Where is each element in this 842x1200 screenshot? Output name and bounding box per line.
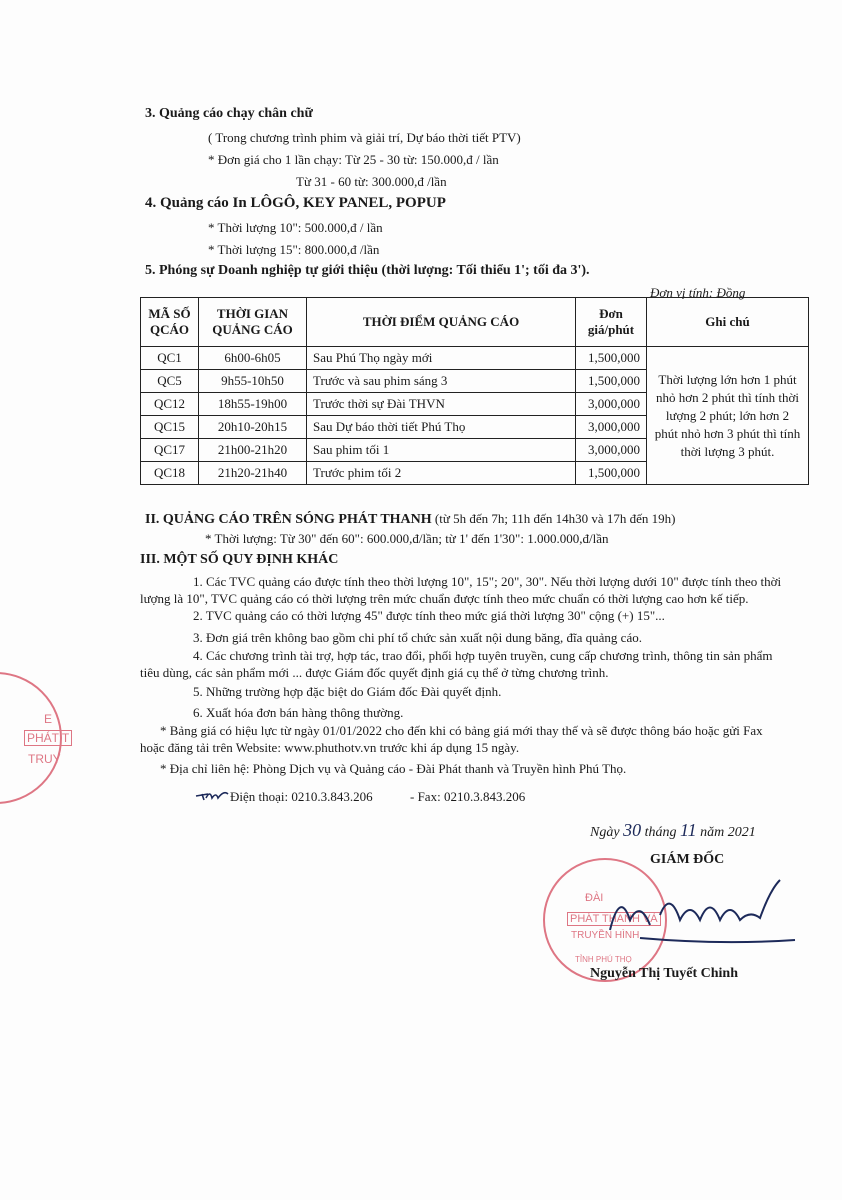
cell: 9h55-10h50 <box>199 370 307 393</box>
cell: QC5 <box>141 370 199 393</box>
table-header <box>141 298 809 347</box>
cell: 21h20-21h40 <box>199 462 307 485</box>
month-label: tháng <box>644 825 677 840</box>
radio-line: * Thời lượng: Từ 30" đến 60": 600.000,đ/lần; từ 1' đến 1'30": 1.000.000,đ/lần <box>205 531 609 546</box>
date-prefix: Ngày <box>590 825 620 840</box>
section5-title: 5. Phóng sự Doanh nghiệp tự giới thiệu (thời lượng: Tối thiểu 1'; tối đa 3'). <box>145 263 590 278</box>
rule-1: 1. Các TVC quảng cáo được tính theo thời lượng 10", 15"; 20", 30". Nếu thời lượng dưới 10" được tính theo thời <box>193 574 782 589</box>
cell: 3,000,000 <box>576 416 647 439</box>
cell: Trước thời sự Đài THVN <box>307 393 576 416</box>
cell: 1,500,000 <box>576 347 647 370</box>
stamp-line: PHÁT T <box>24 730 72 746</box>
section3-sub: ( Trong chương trình phim và giải trí, Dự báo thời tiết PTV) <box>208 130 521 145</box>
cell: 3,000,000 <box>576 393 647 416</box>
note-cell: Thời lượng lớn hơn 1 phút nhỏ hơn 2 phút thì tính thời lượng 2 phút; lớn hơn 2 phút nhỏ hơn 3 phút thì tính thời lượng 3 phút. <box>647 347 809 485</box>
cell: 20h10-20h15 <box>199 416 307 439</box>
signer-name: Nguyễn Thị Tuyết Chinh <box>590 966 738 981</box>
cell: 1,500,000 <box>576 462 647 485</box>
rule-4-cont: tiêu dùng, các sản phẩm mới ... được Giám đốc quyết định giá cụ thể ở từng chương trình. <box>140 665 609 680</box>
cell: 1,500,000 <box>576 370 647 393</box>
rules-title: III. MỘT SỐ QUY ĐỊNH KHÁC <box>140 552 339 567</box>
director-signature-icon <box>600 870 800 950</box>
cell: QC1 <box>141 347 199 370</box>
phone: Điện thoại: 0210.3.843.206 <box>230 789 373 804</box>
cell: QC18 <box>141 462 199 485</box>
stamp-line: PHÁT THANH VÀ <box>567 912 661 926</box>
cell: Sau phim tối 1 <box>307 439 576 462</box>
section3-line2: Từ 31 - 60 từ: 300.000,đ /lần <box>296 174 447 189</box>
contact-address: * Địa chỉ liên hệ: Phòng Dịch vụ và Quảng cáo - Đài Phát thanh và Truyền hình Phú Thọ. <box>160 761 627 776</box>
validity-cont: hoặc đăng tải trên Website: www.phuthotv.vn trước khi áp dụng 15 ngày. <box>140 740 520 755</box>
stamp-line: TỈNH PHÚ THỌ <box>575 955 632 964</box>
cell: QC12 <box>141 393 199 416</box>
radio-time: (từ 5h đến 7h; 11h đến 14h30 và 17h đến 19h) <box>434 511 676 526</box>
section4-title: 4. Quảng cáo In LÔGÔ, KEY PANEL, POPUP <box>145 195 446 211</box>
cell: 6h00-6h05 <box>199 347 307 370</box>
rule-4: 4. Các chương trình tài trợ, hợp tác, trao đổi, phối hợp tuyên truyền, cung cấp chương trình, thông tin sản phẩm <box>193 648 773 663</box>
section3-title: 3. Quảng cáo chạy chân chữ <box>145 106 313 121</box>
rule-5: 5. Những trường hợp đặc biệt do Giám đốc Đài quyết định. <box>193 684 502 699</box>
cell: 3,000,000 <box>576 439 647 462</box>
table-row <box>141 347 809 370</box>
header-note: Ghi chú <box>647 298 809 347</box>
rule-1-cont: lượng là 10", TVC quảng cáo có thời lượng trên mức chuẩn được tính theo mức chuẩn có thời lượng cao hơn kế tiếp. <box>140 591 749 606</box>
stamp-line: E <box>44 712 53 726</box>
section4-line1: * Thời lượng 10": 500.000,đ / lần <box>208 220 383 235</box>
rule-2: 2. TVC quảng cáo có thời lượng 45" được tính theo mức giá thời lượng 30" cộng (+) 15"... <box>193 608 665 623</box>
header-time: THỜI GIAN QUẢNG CÁO <box>199 298 307 347</box>
fax: - Fax: 0210.3.843.206 <box>410 789 526 804</box>
cell: Trước và sau phim sáng 3 <box>307 370 576 393</box>
header-code: MÃ SỐ QCÁO <box>141 298 199 347</box>
radio-heading <box>145 511 675 528</box>
cell: Sau Dự báo thời tiết Phú Thọ <box>307 416 576 439</box>
validity: * Bảng giá có hiệu lực từ ngày 01/01/2022 cho đến khi có bảng giá mới thay thế và sẽ được thông báo hoặc gửi Fax <box>160 723 763 738</box>
radio-title: II. QUẢNG CÁO TRÊN SÓNG PHÁT THANH <box>145 512 432 527</box>
section4-line2: * Thời lượng 15": 800.000,đ /lần <box>208 242 380 257</box>
cell: QC15 <box>141 416 199 439</box>
date-month: 11 <box>679 820 697 840</box>
rule-6: 6. Xuất hóa đơn bán hàng thông thường. <box>193 705 404 720</box>
stamp-line: TRUY <box>28 752 61 766</box>
rule-3: 3. Đơn giá trên không bao gồm chi phí tổ chức sản xuất nội dung băng, đĩa quảng cáo. <box>193 630 642 645</box>
sign-date <box>590 820 756 841</box>
section3-line1: * Đơn giá cho 1 lần chạy: Từ 25 - 30 từ: 150.000,đ / lần <box>208 152 499 167</box>
stamp-line: TRUYỀN HÌNH <box>571 930 640 941</box>
partial-stamp-left <box>0 672 70 804</box>
stamp-line: ĐÀI <box>585 892 604 904</box>
price-table <box>140 297 809 485</box>
initials-signature-icon <box>194 788 230 804</box>
unit-label: Đơn vị tính: Đồng <box>650 285 746 300</box>
signer-role: GIÁM ĐỐC <box>650 852 725 867</box>
cell: Sau Phú Thọ ngày mới <box>307 347 576 370</box>
cell: 21h00-21h20 <box>199 439 307 462</box>
cell: 18h55-19h00 <box>199 393 307 416</box>
header-price: Đơn giá/phút <box>576 298 647 347</box>
cell: Trước phim tối 2 <box>307 462 576 485</box>
date-year: năm 2021 <box>700 825 756 840</box>
header-slot: THỜI ĐIỂM QUẢNG CÁO <box>307 298 576 347</box>
cell: QC17 <box>141 439 199 462</box>
date-day: 30 <box>623 820 642 840</box>
